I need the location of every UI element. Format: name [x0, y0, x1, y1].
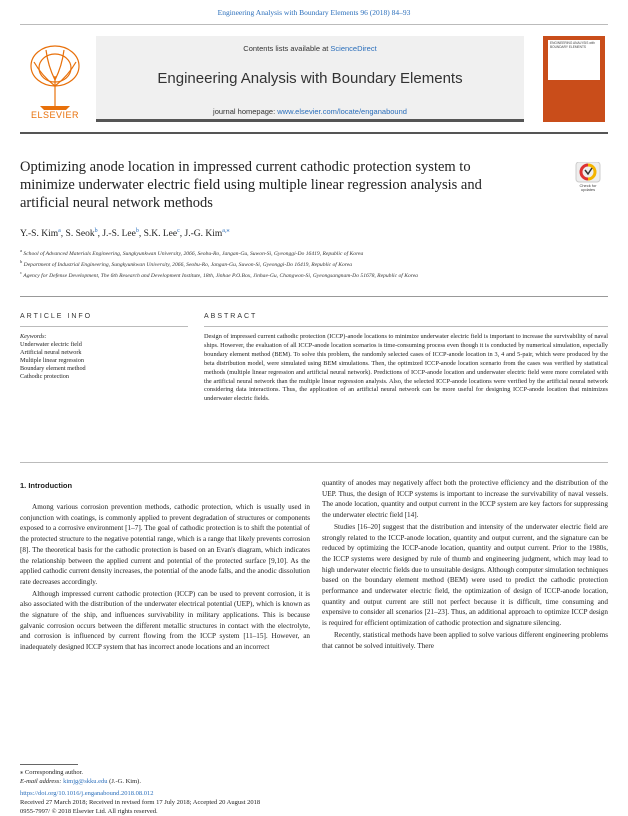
contents-line: Contents lists available at ScienceDirect [243, 44, 377, 53]
copyright: 0955-7997/ © 2018 Elsevier Ltd. All rights reserved. [20, 808, 158, 815]
author-affiliation-marker[interactable]: b [135, 228, 139, 234]
keywords-label: Keywords: [20, 333, 47, 340]
author-affiliation-marker[interactable]: a [58, 228, 61, 234]
email-suffix: (J.-G. Kim). [107, 778, 141, 785]
keyword-item: Artificial neural network [20, 349, 82, 356]
author-name: S. Seok [65, 229, 95, 240]
header-bottom-rule [20, 132, 608, 134]
paragraph: quantity of anodes may negatively affect both the protective efficiency and the distribution of the UEP. Thus, the design of ICCP systems is important to increase the survivability of naval vessels. The anode location, quantity and output current in the ICCP system are key factors for suppressing the underwater electric field [14]. [322, 479, 608, 520]
publisher-name: ELSEVIER [30, 110, 80, 120]
journal-homepage-link[interactable]: www.elsevier.com/locate/enganabound [277, 107, 407, 116]
affiliations [20, 247, 608, 280]
paragraph: Studies [16–20] suggest that the distribution and intensity of the underwater electric field are strongly related to the ICCP-anode location, quantity and output current, and the signature can be reduced by optimizing the ICCP-anode location, quantity and output current. Prior to the 1980s, the ICCP systems were designed by rule of thumb and engineering judgment, which may lead to high underwater electric fields due to unsuitable designs. Although computer simulation techniques based on the boundary element method (BEM) were used to predict the cathodic protection performance and underwater electric field, the optimization of design of ICCP-anode location, quantity and output current are still not perfect because it is difficult, time consuming and expensive to consider all scenarios [21–23]. Thus, an additional approach to optimize ICCP design is required for efficient optimization of cathodic protection and signature silencing. [322, 522, 608, 628]
keyword-item: Boundary element method [20, 365, 86, 372]
abstract-heading: ABSTRACT [204, 313, 258, 320]
keyword-item: Cathodic protection [20, 373, 69, 380]
paragraph: Among various corrosion prevention methods, cathodic protection, which is usually used in conjunction with coatings, is commonly applied to prevent degradation of structures or components exposed to a corrosive environment [1–7]. The goal of cathodic protection is to shift the potential of the protected structure to the negative potential range, which is a range that likely prevents corrosion [8]. The theoretical basis for the cathodic protection is based on an Evan's diagram, which indicates the relationship between the applied current and potential of the protected surface [9,10]. As the applied cathodic current density increases, the potential of the anode falls, and the anodic dissolution rate decreases accordingly. [20, 503, 310, 586]
publication-info [20, 789, 608, 816]
keywords-block [20, 333, 188, 381]
received-dates: Received 27 March 2018; Received in revised form 17 July 2018; Accepted 20 August 2018 [20, 799, 261, 806]
author-affiliation-marker[interactable]: b [94, 228, 98, 234]
section-heading-introduction: 1. Introduction [20, 481, 73, 490]
running-header[interactable]: Engineering Analysis with Boundary Elements 96 (2018) 84–93 [217, 8, 411, 17]
article-info-heading: ARTICLE INFO [20, 313, 93, 320]
header-top-rule [20, 24, 608, 25]
article-info-rule [20, 326, 188, 327]
author-list: Y.-S. Kim$^a$, S. Seok$^b$, J.-S. Lee$^b$, S.K. Lee$^c$, J.-G. Kim$^{a,⁎}$ [20, 228, 230, 240]
divider [20, 462, 608, 463]
body-column-left [20, 502, 310, 757]
homepage-line: journal homepage: www.elsevier.com/locate/enganabound [213, 107, 407, 116]
keyword-item: Underwater electric field [20, 341, 82, 348]
footnote-rule [20, 764, 78, 765]
article-title: Optimizing anode location in impressed current cathodic protection system to minimize underwater electric field using multiple linear regression analysis and artificial neural network methods [20, 159, 482, 211]
author-affiliation-marker[interactable]: a,⁎ [222, 228, 230, 234]
paragraph: Although impressed current cathodic protection (ICCP) can be used to prevent corrosion, it is also associated with the distribution of the underwater electrical potential (UEP), which is known as the signature of the ship, and influences survivability in military applications. This is because galvanic corrosion occurs between the different metallic structures in contact with the electrolyte, and corrosion is influenced by current flowing from the ICCP system [11–15]. However, an inadequately designed ICCP system that has incorrect anode locations and an incorrect [20, 589, 310, 652]
sciencedirect-link[interactable]: ScienceDirect [330, 44, 377, 53]
author-name: Y.-S. Kim [20, 229, 59, 240]
abstract-text: Design of impressed current cathodic protection (ICCP)-anode locations to minimize underwater electric field is important to increase the survivability of naval ships. However, the evaluation of all ICCP-anode location scenarios is time-consuming process even though it is conducted by numerical simulation, especially boundary element method (BEM). To solve this problem, the randomly selected cases of ICCP-anode location in 3, 4 and 5-pair, which were produced by the beta distribution model, were simulated using BEM simulations. Then, the optimized ICCP-anode location scenario from the cases was verified by statistical methods (multiple linear regression and artificial neural network). Predictions of ICCP-anode location and underwater electric field were more correlated with the artificial neural network than the multiple linear regression analysis. Also, the selected ICCP-anode locations were verified by the artificial neural network considering data interactions. Thus, the application of an artificial neural network can be more useful for designing ICCP-anode location that minimizes underwater electric fields. [204, 333, 608, 403]
abstract-rule [204, 326, 608, 327]
author-affiliation-marker[interactable]: c [177, 228, 180, 234]
email-link[interactable]: kimjg@skku.edu [63, 778, 108, 785]
corresponding-author-note: ⁎ Corresponding author. [20, 769, 84, 776]
affiliation-item: $^b$ Department of Industrial Engineering, Sungkyunkwan University, 2066, Seobu-Ro, Jangan-Gu, Suwon-Si, Gyeonggi-Do 16419, Republic of Korea [20, 258, 353, 268]
keyword-item: Multiple linear regression [20, 357, 84, 364]
doi-link[interactable]: https://doi.org/10.1016/j.enganabound.2018.08.012 [20, 790, 154, 797]
paragraph: Recently, statistical methods have been applied to solve various different engineering problems that cannot be solved intuitively. There [322, 630, 608, 650]
author-name: J.-S. Lee [102, 229, 136, 240]
body-column-right [322, 478, 608, 760]
email-label: E-mail address: [20, 778, 64, 785]
journal-name: Engineering Analysis with Boundary Elements [157, 70, 463, 87]
journal-cover-title: ENGINEERING ANALYSIS with BOUNDARY ELEMENTS [548, 40, 600, 80]
affiliation-item: $^a$ School of Advanced Materials Engineering, Sungkyunkwan University, 2066, Seobu-Ro, Jangan-Gu, Suwon-Si, Gyeonggi-Do 16419, Republic of Korea [20, 248, 364, 257]
crossmark-label[interactable]: Check for updates [579, 183, 597, 193]
author-name: J.-G. Kim [184, 229, 223, 240]
author-name: S.K. Lee [143, 229, 178, 240]
affiliation-item: $^c$ Agency for Defense Development, The 6th Research and Development Institute, 18th, Jinhae P.O.Box, Jinhae-Gu, Changwon-Si, Gyeongsangnam-Do 51678, Republic of Korea [20, 269, 418, 279]
divider [20, 296, 608, 297]
footnote [20, 768, 320, 786]
